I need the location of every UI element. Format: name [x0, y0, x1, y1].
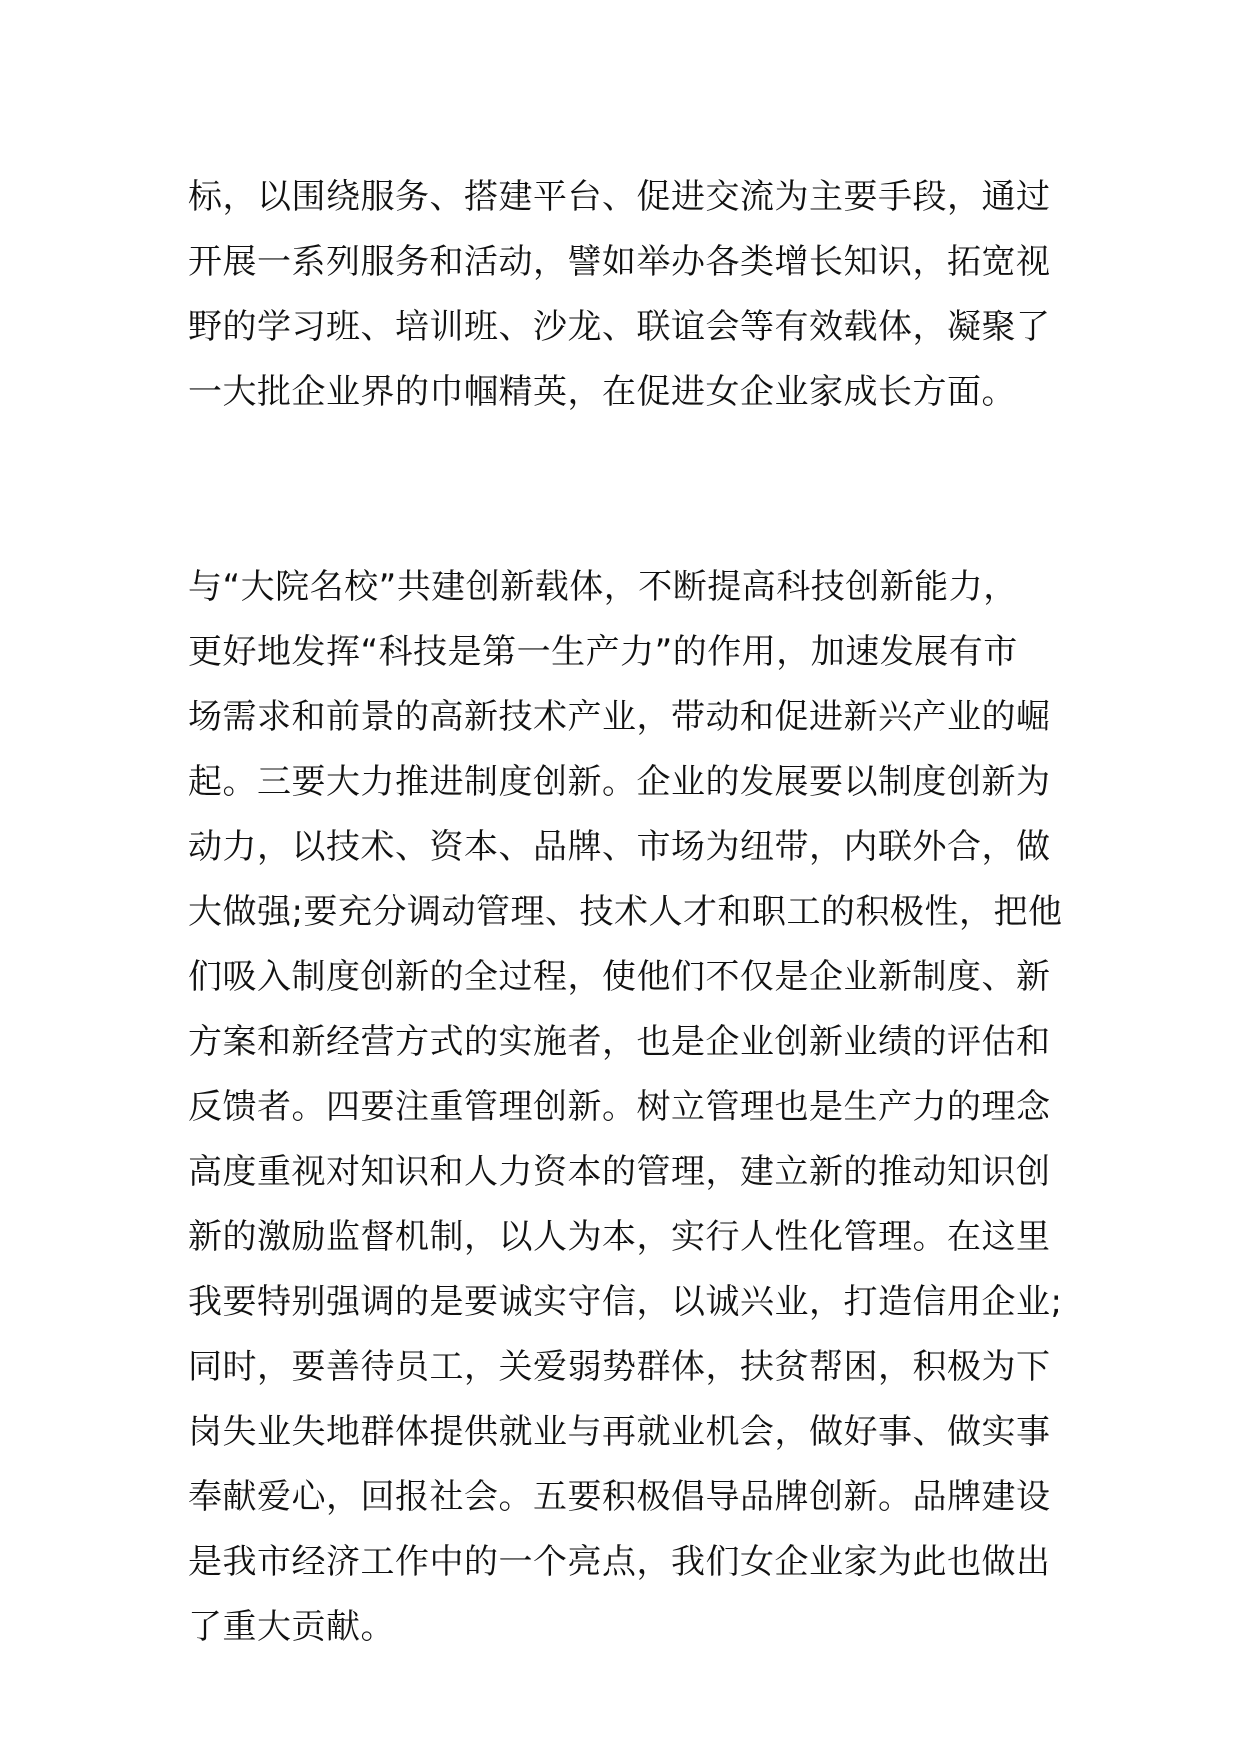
text-line: 是我市经济工作中的一个亮点，我们女企业家为此也做出 — [188, 1542, 1051, 1582]
text-line: 场需求和前景的高新技术产业，带动和促进新兴产业的崛 — [188, 697, 1051, 737]
text-line: 方案和新经营方式的实施者，也是企业创新业绩的评估和 — [188, 1022, 1051, 1062]
document-body — [188, 165, 1068, 1660]
text-line: 反馈者。四要注重管理创新。树立管理也是生产力的理念 — [188, 1087, 1051, 1127]
text-line: 们吸入制度创新的全过程，使他们不仅是企业新制度、新 — [188, 957, 1051, 997]
text-line: 一大批企业界的巾帼精英，在促进女企业家成长方面。 — [188, 372, 1016, 412]
text-line: 与“大院名校”共建创新载体，不断提高科技创新能力， — [188, 567, 1018, 607]
text-line: 大做强;要充分调动管理、技术人才和职工的积极性，把他 — [188, 892, 1063, 932]
text-line: 同时，要善待员工，关爱弱势群体，扶贫帮困，积极为下 — [188, 1347, 1051, 1387]
text-line: 我要特别强调的是要诚实守信，以诚兴业，打造信用企业; — [188, 1282, 1063, 1322]
text-line: 了重大贡献。 — [188, 1607, 395, 1647]
text-line: 岗失业失地群体提供就业与再就业机会，做好事、做实事 — [188, 1412, 1051, 1452]
text-line: 奉献爱心，回报社会。五要积极倡导品牌创新。品牌建设 — [188, 1477, 1051, 1517]
text-line: 更好地发挥“科技是第一生产力”的作用，加速发展有市 — [188, 632, 1018, 672]
text-line: 新的激励监督机制，以人为本，实行人性化管理。在这里 — [188, 1217, 1051, 1257]
text-line: 野的学习班、培训班、沙龙、联谊会等有效载体，凝聚了 — [188, 307, 1051, 347]
text-line: 高度重视对知识和人力资本的管理，建立新的推动知识创 — [188, 1152, 1051, 1192]
text-line: 起。三要大力推进制度创新。企业的发展要以制度创新为 — [188, 762, 1051, 802]
text-line: 开展一系列服务和活动，譬如举办各类增长知识，拓宽视 — [188, 242, 1051, 282]
paragraph-1 — [188, 165, 1068, 425]
paragraph-spacer — [188, 425, 1068, 555]
text-line: 标，以围绕服务、搭建平台、促进交流为主要手段，通过 — [188, 177, 1051, 217]
text-line: 动力，以技术、资本、品牌、市场为纽带，内联外合，做 — [188, 827, 1051, 867]
paragraph-2 — [188, 555, 1068, 1660]
